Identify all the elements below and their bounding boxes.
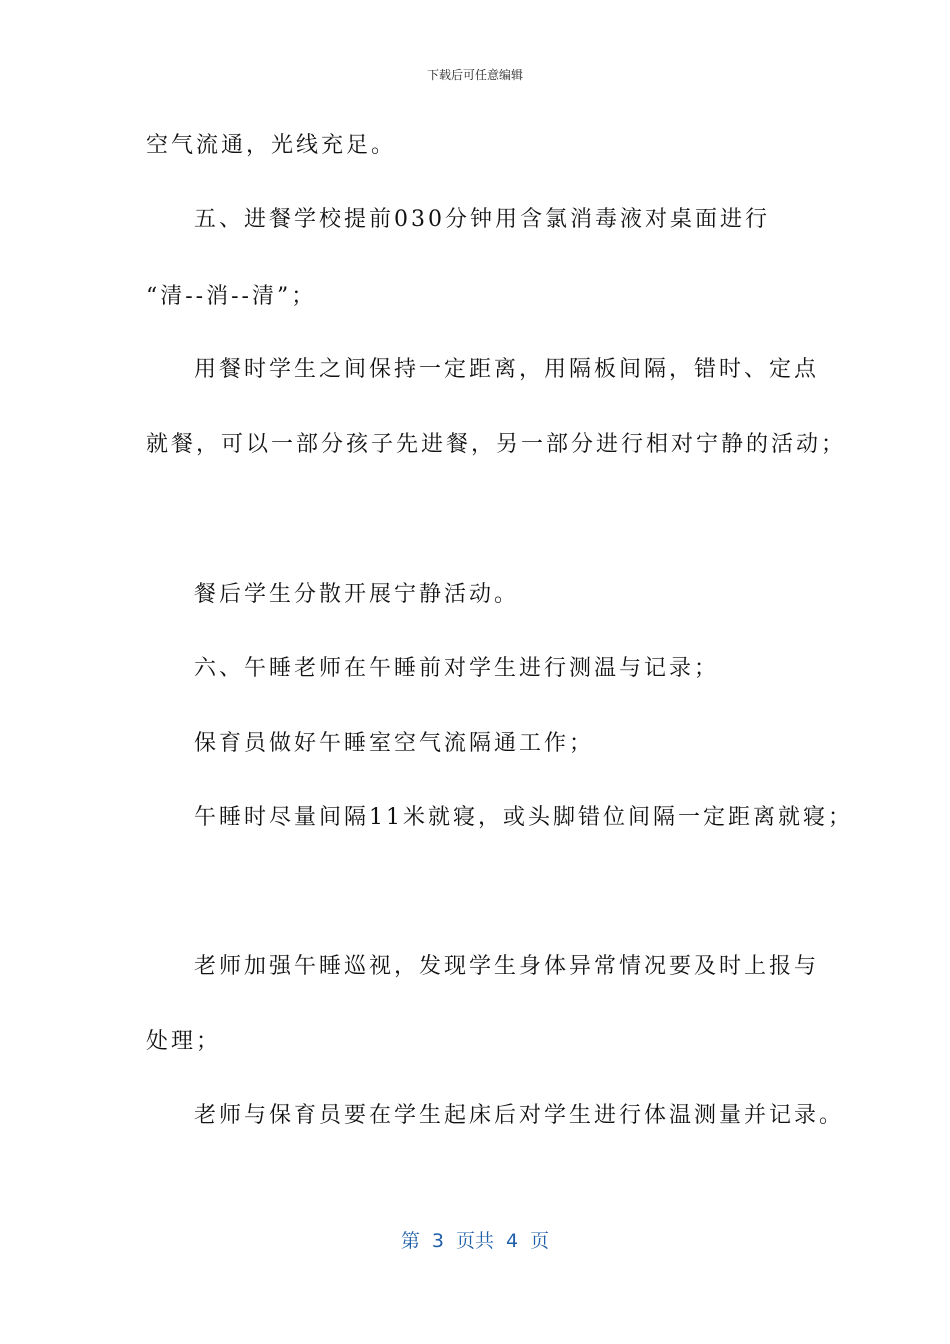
footer-middle: 页共 [455,1230,494,1252]
body-line-10: 老师加强午睡巡视，发现学生身体异常情况要及时上报与 [194,954,820,979]
body-line-11: 处理； [146,1029,222,1054]
body-line-3: “清--消--清”； [146,284,317,309]
body-line-7: 六、午睡老师在午睡前对学生进行测温与记录； [194,656,720,681]
body-line-2: 五、进餐学校提前030分钟用含氯消毒液对桌面进行 [194,207,770,232]
body-line-6: 餐后学生分散开展宁静活动。 [194,582,520,607]
page-header: 下载后可任意编辑 [426,68,523,82]
footer-page-number: 3 [431,1230,444,1252]
body-line-5: 就餐，可以一部分孩子先进餐，另一部分进行相对宁静的活动； [146,432,847,457]
body-line-12: 老师与保育员要在学生起床后对学生进行体温测量并记录。 [194,1103,845,1128]
body-line-9: 午睡时尽量间隔11米就寝，或头脚错位间隔一定距离就寝； [194,805,853,830]
footer-total-pages: 4 [506,1230,519,1252]
footer-prefix: 第 [400,1230,420,1252]
body-line-1: 空气流通，光线充足。 [146,133,397,158]
body-line-4: 用餐时学生之间保持一定距离，用隔板间隔，错时、定点 [194,357,820,382]
body-line-8: 保育员做好午睡室空气流隔通工作； [194,731,595,756]
footer-suffix: 页 [530,1230,550,1252]
page-footer [0,1226,950,1253]
